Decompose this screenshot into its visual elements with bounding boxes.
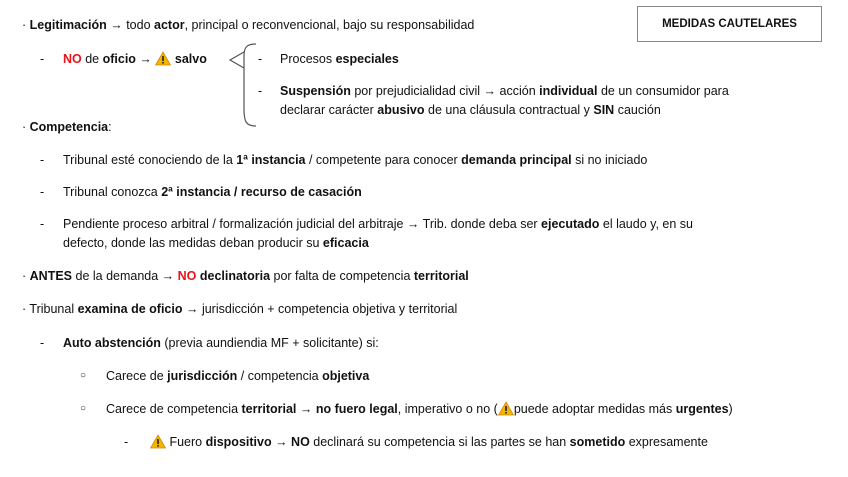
carece-territorial-line — [106, 401, 733, 417]
item-text: caución — [614, 103, 661, 117]
item-bold: dispositivo — [205, 435, 272, 449]
suspension-item-l1 — [280, 83, 729, 99]
item-text: ) — [728, 402, 733, 416]
item-bold: Suspensión — [280, 84, 351, 98]
bullet-dash: - — [40, 336, 45, 350]
item-text: , imperativo o no ( — [397, 402, 498, 416]
competencia-label: Competencia — [29, 120, 109, 134]
item-bold: sometido — [569, 435, 626, 449]
comp-item-2 — [63, 184, 362, 200]
item-bold: territorial → no fuero legal — [241, 402, 398, 416]
item-text: Fuero — [166, 435, 206, 449]
legitimacion-line: · Legitimación → todo actor, principal o reconvencional, bajo su responsabilidad — [22, 18, 475, 32]
salvo-text: salvo — [171, 52, 207, 66]
brace-icon — [228, 42, 258, 128]
item-text: / competente para conocer — [305, 153, 462, 167]
de-text: de — [81, 52, 103, 66]
item-text: de un consumidor para — [597, 84, 729, 98]
item-text: → jurisdicción + competencia objetiva y territorial — [182, 302, 458, 316]
fuero-dispositivo-line — [150, 434, 708, 450]
item-bold: Auto abstención — [63, 336, 161, 350]
item-text: si no iniciado — [571, 153, 648, 167]
item-bold: abusivo — [377, 103, 425, 117]
item-bold: territorial — [413, 269, 469, 283]
item-text: puede adoptar medidas más — [513, 402, 676, 416]
item-text: Tribunal conozca — [63, 185, 162, 199]
item-bold: NO — [291, 435, 310, 449]
bullet-dash: - — [40, 217, 45, 231]
no-text: NO — [63, 52, 82, 66]
comp-item-1 — [63, 152, 647, 168]
item-bold: eficacia — [322, 236, 369, 250]
procesos-especiales-item — [280, 51, 399, 67]
legitimacion-label: Legitimación — [29, 18, 107, 32]
item-text: Carece de competencia — [106, 402, 242, 416]
item-bold: ejecutado — [541, 217, 600, 231]
item-text: defecto, donde las medidas deban producir su — [63, 236, 323, 250]
item-bold: urgentes — [675, 402, 729, 416]
item-text: Carece de — [106, 369, 168, 383]
item-bold: jurisdicción — [167, 369, 238, 383]
competencia-line: · Competencia: — [22, 120, 112, 134]
bullet-dash: - — [258, 84, 263, 98]
auto-abstencion-line — [63, 335, 379, 351]
item-text: Pendiente proceso arbitral / formalización judicial del arbitraje → Trib. donde deba ser — [63, 217, 542, 231]
bullet-dash: - — [124, 435, 129, 449]
item-text: por prejudicialidad civil → acción — [350, 84, 540, 98]
item-bold: declinatoria — [196, 269, 271, 283]
examina-line: · Tribunal examina de oficio → jurisdicción + competencia objetiva y territorial — [22, 302, 458, 316]
item-text: (previa aundiendia MF + solicitante) si: — [160, 336, 379, 350]
carece-jurisdiccion-line — [106, 368, 369, 384]
warning-icon — [498, 401, 514, 416]
bullet-circle: ○ — [80, 370, 87, 381]
item-bold: SIN — [593, 103, 615, 117]
item-text: / competencia — [237, 369, 323, 383]
comp-item-3-l1 — [63, 216, 693, 232]
actor-text: actor — [154, 18, 185, 32]
suspension-item-l2 — [280, 102, 661, 118]
item-bold: individual — [539, 84, 598, 98]
oficio-text: oficio — [102, 52, 136, 66]
item-text: por falta de competencia — [270, 269, 414, 283]
item-bold: demanda principal — [461, 153, 572, 167]
item-text: Procesos — [280, 52, 336, 66]
item-text: el laudo y, en su — [599, 217, 693, 231]
item-text: declinará su competencia si las partes se han — [309, 435, 570, 449]
bullet-dash: - — [40, 153, 45, 167]
bullet-dash: - — [40, 52, 45, 66]
no-text: NO — [177, 269, 197, 283]
item-text: declarar carácter — [280, 103, 378, 117]
item-text: expresamente — [625, 435, 708, 449]
no-oficio-line — [63, 51, 207, 67]
warning-icon — [155, 51, 171, 66]
legitimacion-rest: , principal o reconvencional, bajo su responsabilidad — [184, 18, 475, 32]
warning-icon — [150, 434, 166, 449]
antes-bold: ANTES — [29, 269, 73, 283]
item-bold: 2ª instancia / recurso de casación — [161, 185, 362, 199]
item-text: Tribunal esté conociendo de la — [63, 153, 237, 167]
legitimacion-arrow: → todo — [110, 18, 151, 32]
bullet-dash: - — [258, 52, 263, 66]
box-title: MEDIDAS CAUTELARES — [662, 18, 797, 30]
comp-item-3-l2 — [63, 235, 369, 251]
item-text: → — [271, 435, 292, 449]
bullet-circle: ○ — [80, 403, 87, 414]
colon: : — [108, 120, 112, 134]
arrow-text: → — [135, 52, 156, 66]
bullet-dash: - — [40, 185, 45, 199]
item-text: Tribunal — [29, 302, 78, 316]
item-text: de la demanda → — [72, 269, 178, 283]
item-bold: especiales — [335, 52, 399, 66]
item-text: de una cláusula contractual y — [424, 103, 594, 117]
antes-line: · ANTES de la demanda → NO declinatoria por falta de competencia territorial — [22, 269, 469, 283]
item-bold: objetiva — [322, 369, 370, 383]
item-bold: examina de oficio — [77, 302, 183, 316]
item-bold: 1ª instancia — [236, 153, 306, 167]
medidas-cautelares-box — [637, 6, 822, 42]
